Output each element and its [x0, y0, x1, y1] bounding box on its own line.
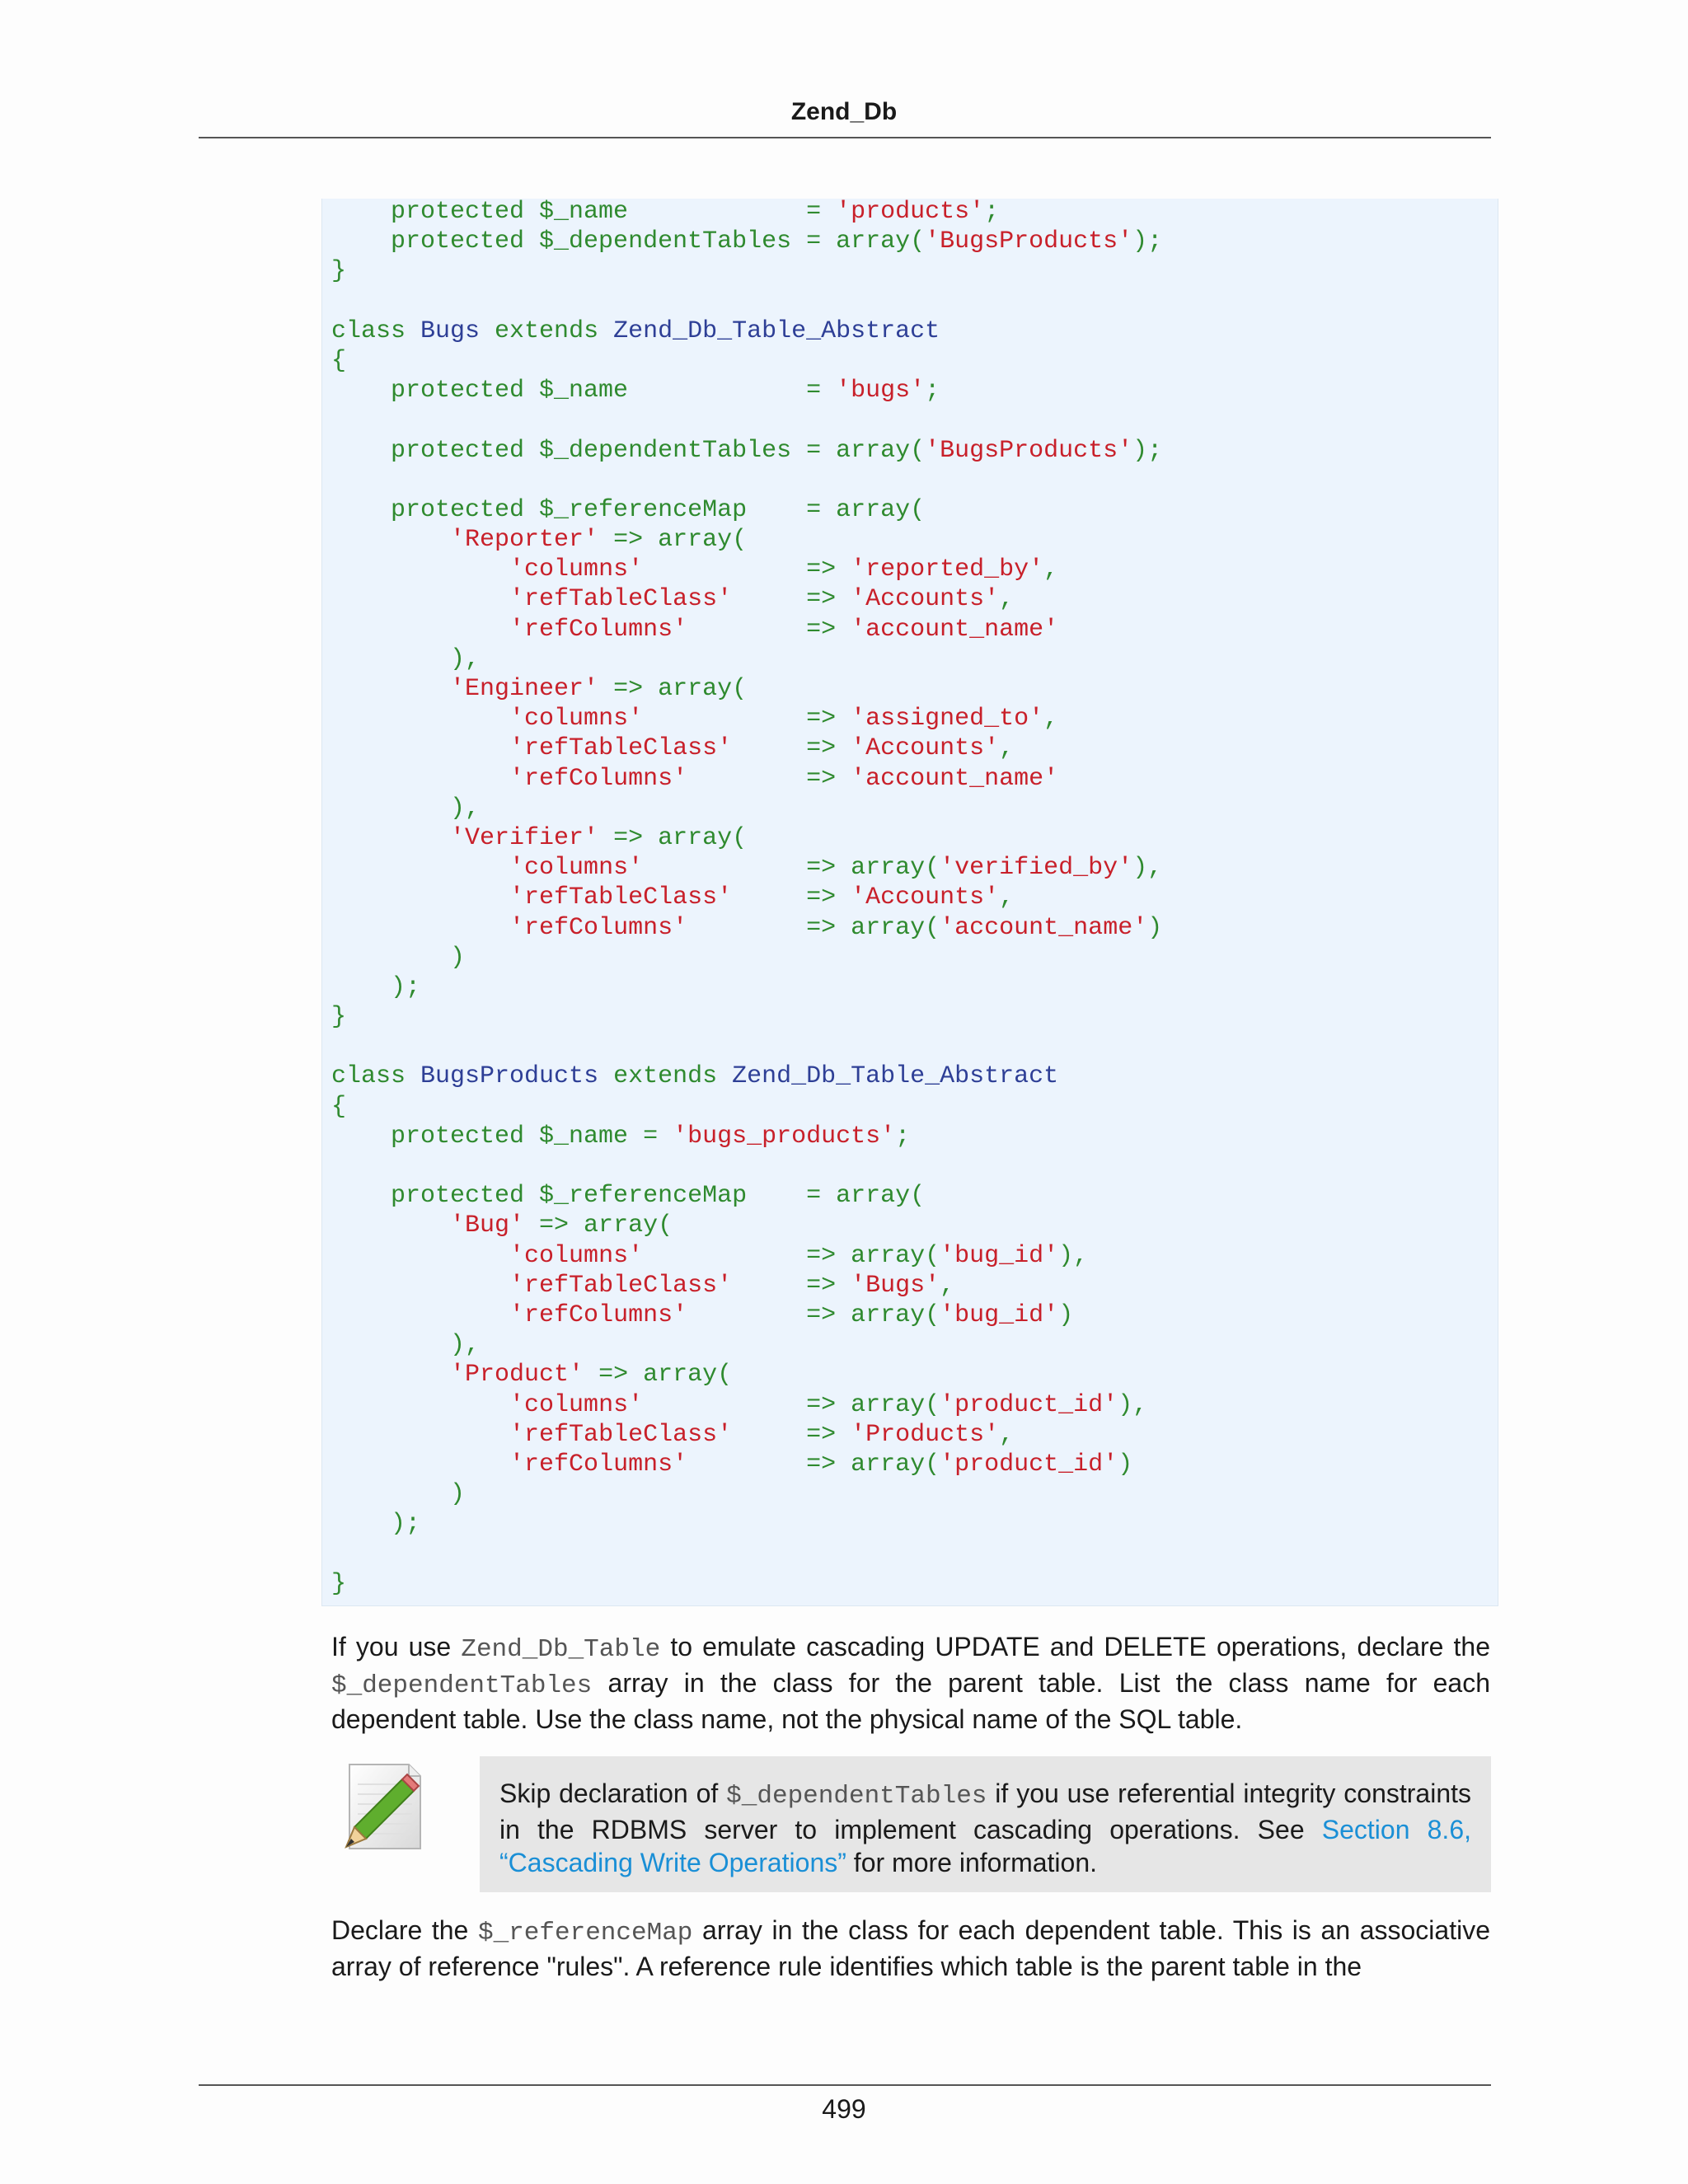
- code-token: 'bugs': [836, 377, 926, 405]
- code-token: 'Reporter': [450, 526, 599, 555]
- code-token: protected $_referenceMap = array(: [391, 495, 926, 524]
- code-line: [331, 644, 1162, 674]
- code-token: Bugs: [420, 316, 481, 345]
- code-token: ;: [895, 1122, 911, 1151]
- code-token: Zend_Db_Table_Abstract: [613, 316, 940, 345]
- code-line: [331, 1539, 1162, 1568]
- code-token: [331, 973, 391, 1001]
- code-token: class: [331, 1062, 421, 1091]
- code-token: [331, 1361, 450, 1389]
- code-line: [331, 197, 1162, 227]
- code-token: ,: [940, 1271, 955, 1300]
- code-token: =>: [687, 615, 851, 644]
- code-line: [331, 1390, 1162, 1420]
- code-token: [331, 824, 450, 852]
- code-token: [331, 794, 450, 823]
- code-token: }: [331, 257, 347, 286]
- code-line: [331, 1032, 1162, 1062]
- code-token: ): [1058, 1301, 1074, 1329]
- paragraph-text: array in the class for each dependent table. This is an associative array of reference "rules". A reference rule identifies which table is the parent table in the: [331, 1915, 1491, 1981]
- code-token: [331, 227, 391, 255]
- code-token: =>: [643, 555, 851, 584]
- code-token: => array(: [643, 1241, 940, 1270]
- code-line: [331, 943, 1162, 972]
- paragraph-text: If you use: [331, 1632, 462, 1661]
- code-token: ): [1147, 913, 1163, 942]
- code-token: 'refTableClass': [509, 1420, 733, 1449]
- code-token: }: [331, 1569, 347, 1598]
- code-token: );: [1132, 227, 1163, 256]
- code-line: [331, 376, 1162, 405]
- code-line: [331, 883, 1162, 912]
- code-token: 'refColumns': [509, 913, 688, 942]
- code-token: );: [391, 972, 421, 1001]
- code-token: =>: [687, 764, 851, 793]
- code-token: 'product_id': [940, 1450, 1118, 1479]
- code-token: ): [450, 943, 466, 972]
- code-token: 'BugsProducts': [925, 227, 1133, 256]
- code-line: [331, 405, 1162, 435]
- code-token: );: [1132, 436, 1163, 465]
- code-line: [331, 1360, 1162, 1390]
- code-token: =>: [732, 1271, 851, 1300]
- code-token: [331, 377, 391, 405]
- code-line: [331, 256, 1162, 286]
- code-token: 'Accounts': [851, 734, 1000, 763]
- code-token: 'refTableClass': [509, 585, 733, 614]
- code-token: BugsProducts: [420, 1062, 599, 1091]
- cross-reference-link[interactable]: Section 8.6, “Cascading Write Operations”: [499, 1815, 1472, 1877]
- code-token: [331, 645, 450, 673]
- code-token: protected $_referenceMap = array(: [391, 1182, 926, 1211]
- code-token: 'refTableClass': [509, 1271, 733, 1300]
- code-token: class: [331, 316, 421, 345]
- code-token: 'account_name': [851, 615, 1059, 644]
- code-token: [331, 526, 450, 554]
- code-token: [331, 1182, 391, 1210]
- code-token: [331, 496, 391, 524]
- inline-code: $_referenceMap: [477, 1919, 693, 1947]
- code-token: => array(: [643, 854, 940, 883]
- code-line: [331, 584, 1162, 614]
- code-token: [331, 1391, 509, 1419]
- code-token: =>: [732, 1420, 851, 1449]
- code-token: [331, 555, 509, 583]
- code-token: => array(: [687, 1301, 940, 1329]
- header-rule: [199, 137, 1491, 138]
- code-token: protected $_dependentTables = array(: [391, 436, 926, 465]
- code-line: [331, 1122, 1162, 1151]
- code-token: ,: [999, 1420, 1015, 1449]
- code-token: 'bugs_products': [673, 1122, 896, 1151]
- inline-code: Zend_Db_Table: [461, 1635, 661, 1664]
- code-line: [331, 1002, 1162, 1032]
- code-token: 'refTableClass': [509, 734, 733, 763]
- code-token: 'assigned_to': [851, 705, 1044, 733]
- code-line: [331, 227, 1162, 256]
- code-token: 'account_name': [851, 764, 1059, 793]
- note-text-segment: if you use referential integrity constraints in the RDBMS server to implement cascading operations. See: [499, 1779, 1472, 1844]
- code-line: [331, 615, 1162, 644]
- code-token: extends: [598, 1062, 733, 1091]
- code-line: [331, 1450, 1162, 1479]
- code-token: =>: [732, 585, 851, 614]
- code-token: 'Bug': [450, 1212, 525, 1240]
- code-token: );: [391, 1510, 421, 1539]
- code-token: 'reported_by': [851, 555, 1044, 584]
- code-token: => array(: [584, 1361, 733, 1390]
- code-line: [331, 823, 1162, 853]
- code-line: [331, 1479, 1162, 1509]
- code-token: [331, 1451, 509, 1479]
- code-token: 'refColumns': [509, 615, 688, 644]
- code-token: [331, 1272, 509, 1300]
- note-text: [499, 1777, 1471, 1879]
- code-line: [331, 466, 1162, 495]
- paragraph-text: to emulate cascading UPDATE and DELETE operations, declare the: [660, 1632, 1490, 1661]
- code-token: [331, 705, 509, 733]
- code-token: }: [331, 1003, 347, 1032]
- code-token: [331, 585, 509, 613]
- code-token: 'columns': [509, 1390, 644, 1419]
- code-line: [331, 972, 1162, 1002]
- code-line: [331, 525, 1162, 555]
- code-token: => array(: [598, 675, 748, 703]
- code-token: [331, 675, 450, 703]
- code-line: [331, 1420, 1162, 1450]
- code-token: =>: [732, 734, 851, 763]
- code-token: [331, 437, 391, 465]
- code-token: 'bug_id': [940, 1241, 1059, 1270]
- code-token: 'Bugs': [851, 1271, 940, 1300]
- code-token: =>: [732, 883, 851, 912]
- code-token: ,: [1043, 555, 1059, 584]
- code-token: [331, 1301, 509, 1329]
- code-token: [331, 734, 509, 762]
- code-line: [331, 853, 1162, 883]
- code-token: protected $_name =: [391, 1122, 673, 1151]
- code-token: => array(: [643, 1390, 940, 1419]
- code-token: [331, 1421, 509, 1449]
- code-line: [331, 733, 1162, 763]
- note-text-segment: Skip declaration of: [499, 1779, 727, 1808]
- code-token: ),: [1118, 1390, 1148, 1419]
- code-token: 'refTableClass': [509, 883, 733, 912]
- note-admonition: [480, 1756, 1491, 1892]
- code-token: [331, 914, 509, 942]
- code-line: [331, 1062, 1162, 1091]
- code-token: ;: [925, 377, 940, 405]
- code-token: 'Product': [450, 1361, 584, 1390]
- code-token: => array(: [598, 823, 748, 852]
- code-line: [331, 1151, 1162, 1181]
- code-token: ;: [984, 198, 1000, 226]
- code-line: [331, 287, 1162, 316]
- paragraph-reference-map: [331, 1914, 1490, 1983]
- code-line: [331, 1569, 1162, 1599]
- code-line: [331, 495, 1162, 525]
- code-token: 'columns': [509, 1241, 644, 1270]
- code-token: ),: [450, 794, 481, 823]
- code-token: Zend_Db_Table_Abstract: [732, 1062, 1059, 1091]
- code-line: [331, 1092, 1162, 1122]
- code-line: [331, 1211, 1162, 1240]
- code-token: [331, 1242, 509, 1270]
- code-token: ,: [999, 585, 1015, 614]
- code-token: 'bug_id': [940, 1301, 1059, 1329]
- code-token: => array(: [598, 526, 748, 555]
- code-token: [331, 854, 509, 882]
- code-token: 'refColumns': [509, 1301, 688, 1329]
- code-line: [331, 674, 1162, 704]
- code-token: [331, 616, 509, 644]
- code-line: [331, 913, 1162, 943]
- code-token: ,: [1043, 705, 1059, 733]
- code-token: 'Accounts': [851, 883, 1000, 912]
- code-token: ),: [1058, 1241, 1089, 1270]
- code-token: 'product_id': [940, 1390, 1118, 1419]
- code-line: [331, 1509, 1162, 1539]
- code-token: => array(: [687, 913, 940, 942]
- code-token: [331, 1480, 450, 1508]
- code-token: extends: [480, 316, 614, 345]
- code-token: => array(: [524, 1212, 673, 1240]
- paragraph-text: Declare the: [331, 1915, 478, 1945]
- note-text-segment: for more information.: [846, 1848, 1098, 1877]
- code-token: [331, 1510, 391, 1538]
- code-token: 'columns': [509, 854, 644, 883]
- pencil-note-icon: [338, 1760, 427, 1857]
- code-token: =>: [643, 705, 851, 733]
- code-line: [331, 436, 1162, 466]
- code-token: [331, 1122, 391, 1151]
- code-token: 'columns': [509, 705, 644, 733]
- code-token: protected $_dependentTables = array(: [391, 227, 926, 256]
- code-token: {: [331, 346, 347, 375]
- code-token: => array(: [687, 1450, 940, 1479]
- code-token: ): [1118, 1450, 1133, 1479]
- code-token: 'Verifier': [450, 823, 599, 852]
- paragraph-text: array in the class for the parent table. List the class name for each dependent table. Use the class name, not the physical name of the SQL table.: [331, 1668, 1490, 1734]
- code-token: 'Engineer': [450, 675, 599, 703]
- code-token: 'products': [836, 198, 985, 226]
- code-token: ),: [1132, 854, 1163, 883]
- code-token: 'account_name': [940, 913, 1148, 942]
- code-token: [331, 765, 509, 793]
- code-token: protected $_name =: [391, 198, 837, 226]
- code-token: 'BugsProducts': [925, 436, 1133, 465]
- code-line: [331, 346, 1162, 376]
- code-token: ): [450, 1480, 466, 1509]
- code-line: [331, 316, 1162, 346]
- code-token: {: [331, 1092, 347, 1121]
- code-line: [331, 555, 1162, 584]
- code-token: protected $_name =: [391, 377, 837, 405]
- code-line: [331, 704, 1162, 733]
- inline-code: $_dependentTables: [331, 1671, 593, 1700]
- code-line: [331, 1271, 1162, 1301]
- code-token: 'Products': [851, 1420, 1000, 1449]
- code-line: [331, 794, 1162, 823]
- code-token: 'Accounts': [851, 585, 1000, 614]
- code-token: [331, 198, 391, 226]
- paragraph-dependent-tables: [331, 1630, 1490, 1736]
- code-token: 'refColumns': [509, 1450, 688, 1479]
- footer-rule: [199, 2084, 1491, 2086]
- code-token: [331, 1212, 450, 1240]
- code-line: [331, 1301, 1162, 1330]
- code-token: [331, 883, 509, 912]
- code-token: ),: [450, 644, 481, 673]
- code-line: [331, 764, 1162, 794]
- code-line: [331, 1241, 1162, 1271]
- page-number: 499: [822, 2094, 866, 2124]
- code-token: ),: [450, 1331, 481, 1360]
- code-token: 'verified_by': [940, 854, 1133, 883]
- code-token: ,: [999, 734, 1015, 763]
- code-token: 'columns': [509, 555, 644, 584]
- code-line: [331, 1181, 1162, 1211]
- code-line: [331, 1330, 1162, 1360]
- code-token: [331, 1331, 450, 1359]
- code-token: [331, 944, 450, 972]
- code-token: ,: [999, 883, 1015, 912]
- running-header-title: Zend_Db: [790, 98, 898, 125]
- code-token: 'refColumns': [509, 764, 688, 793]
- inline-code: $_dependentTables: [726, 1782, 987, 1811]
- code-listing: [331, 197, 1162, 1599]
